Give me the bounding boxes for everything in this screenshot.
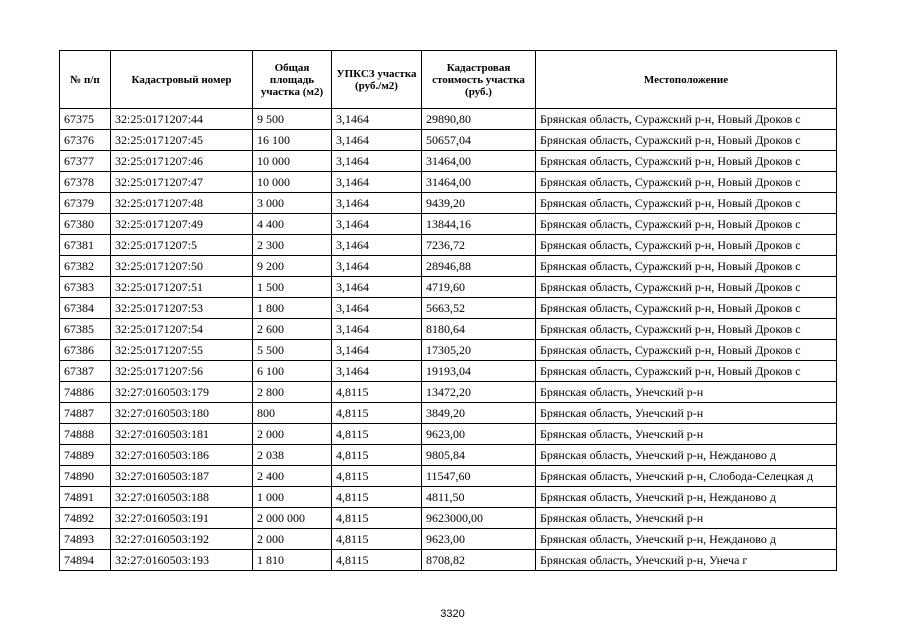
table-row (60, 172, 837, 193)
cell-row-number: 74894 (60, 550, 111, 571)
header-upksz: УПКСЗ участка (руб./м2) (332, 51, 422, 109)
header-cadastral-number: Кадастровый номер (111, 51, 253, 109)
cell-cadastral-number: 32:25:0171207:54 (111, 319, 253, 340)
table-row (60, 424, 837, 445)
cell-location: Брянская область, Унечский р-н, Слобода-Селецкая д (536, 466, 837, 487)
header-total-area: Общая площадь участка (м2) (253, 51, 332, 109)
cell-upksz: 3,1464 (332, 298, 422, 319)
cell-upksz: 4,8115 (332, 445, 422, 466)
cell-cadastral-value: 8708,82 (422, 550, 536, 571)
cell-location: Брянская область, Унечский р-н, Нежданово д (536, 487, 837, 508)
cell-location: Брянская область, Суражский р-н, Новый Дроков с (536, 319, 837, 340)
cell-row-number: 67379 (60, 193, 111, 214)
cell-cadastral-number: 32:25:0171207:55 (111, 340, 253, 361)
cell-row-number: 74892 (60, 508, 111, 529)
cell-row-number: 67385 (60, 319, 111, 340)
cell-row-number: 74889 (60, 445, 111, 466)
cell-upksz: 3,1464 (332, 340, 422, 361)
cell-cadastral-value: 17305,20 (422, 340, 536, 361)
cell-row-number: 74886 (60, 382, 111, 403)
land-cadastre-table-container (59, 50, 837, 571)
cell-cadastral-value: 13844,16 (422, 214, 536, 235)
cell-location: Брянская область, Суражский р-н, Новый Дроков с (536, 172, 837, 193)
land-cadastre-table (59, 50, 837, 571)
cell-area: 9 200 (253, 256, 332, 277)
cell-cadastral-value: 50657,04 (422, 130, 536, 151)
cell-location: Брянская область, Суражский р-н, Новый Дроков с (536, 361, 837, 382)
cell-area: 800 (253, 403, 332, 424)
cell-location: Брянская область, Суражский р-н, Новый Дроков с (536, 214, 837, 235)
cell-cadastral-number: 32:25:0171207:53 (111, 298, 253, 319)
cell-cadastral-number: 32:27:0160503:181 (111, 424, 253, 445)
table-row (60, 508, 837, 529)
cell-area: 10 000 (253, 172, 332, 193)
cell-row-number: 67375 (60, 109, 111, 130)
cell-upksz: 3,1464 (332, 319, 422, 340)
cell-upksz: 3,1464 (332, 256, 422, 277)
header-row-number: № п/п (60, 51, 111, 109)
header-cadastral-value: Кадастровая стоимость участка (руб.) (422, 51, 536, 109)
table-row (60, 445, 837, 466)
table-row (60, 256, 837, 277)
cell-area: 1 800 (253, 298, 332, 319)
cell-cadastral-number: 32:27:0160503:186 (111, 445, 253, 466)
cell-cadastral-number: 32:25:0171207:51 (111, 277, 253, 298)
cell-cadastral-number: 32:25:0171207:49 (111, 214, 253, 235)
cell-cadastral-number: 32:25:0171207:45 (111, 130, 253, 151)
cell-row-number: 67384 (60, 298, 111, 319)
cell-cadastral-number: 32:25:0171207:47 (111, 172, 253, 193)
cell-row-number: 74887 (60, 403, 111, 424)
table-row (60, 361, 837, 382)
cell-cadastral-value: 5663,52 (422, 298, 536, 319)
cell-row-number: 67387 (60, 361, 111, 382)
cell-location: Брянская область, Унечский р-н (536, 403, 837, 424)
cell-upksz: 4,8115 (332, 487, 422, 508)
cell-area: 2 000 (253, 424, 332, 445)
cell-row-number: 67383 (60, 277, 111, 298)
cell-location: Брянская область, Унечский р-н (536, 508, 837, 529)
header-row (60, 51, 837, 109)
table-row (60, 109, 837, 130)
cell-location: Брянская область, Суражский р-н, Новый Дроков с (536, 298, 837, 319)
cell-cadastral-number: 32:25:0171207:46 (111, 151, 253, 172)
cell-cadastral-value: 9623,00 (422, 424, 536, 445)
cell-upksz: 3,1464 (332, 361, 422, 382)
cell-area: 2 038 (253, 445, 332, 466)
cell-cadastral-number: 32:25:0171207:50 (111, 256, 253, 277)
cell-upksz: 3,1464 (332, 109, 422, 130)
cell-upksz: 3,1464 (332, 235, 422, 256)
table-row (60, 403, 837, 424)
cell-cadastral-value: 11547,60 (422, 466, 536, 487)
cell-upksz: 4,8115 (332, 382, 422, 403)
cell-cadastral-value: 9623,00 (422, 529, 536, 550)
table-row (60, 529, 837, 550)
cell-area: 1 000 (253, 487, 332, 508)
cell-cadastral-number: 32:27:0160503:187 (111, 466, 253, 487)
cell-upksz: 3,1464 (332, 130, 422, 151)
cell-area: 3 000 (253, 193, 332, 214)
cell-area: 2 800 (253, 382, 332, 403)
cell-location: Брянская область, Суражский р-н, Новый Дроков с (536, 256, 837, 277)
cell-row-number: 67377 (60, 151, 111, 172)
cell-location: Брянская область, Суражский р-н, Новый Дроков с (536, 340, 837, 361)
cell-area: 2 600 (253, 319, 332, 340)
cell-row-number: 67376 (60, 130, 111, 151)
table-row (60, 235, 837, 256)
cell-row-number: 67381 (60, 235, 111, 256)
cell-area: 6 100 (253, 361, 332, 382)
cell-cadastral-number: 32:25:0171207:48 (111, 193, 253, 214)
cell-cadastral-value: 3849,20 (422, 403, 536, 424)
cell-cadastral-value: 13472,20 (422, 382, 536, 403)
table-row (60, 277, 837, 298)
cell-location: Брянская область, Унечский р-н (536, 382, 837, 403)
cell-location: Брянская область, Суражский р-н, Новый Дроков с (536, 130, 837, 151)
cell-area: 2 000 000 (253, 508, 332, 529)
table-body (60, 109, 837, 571)
table-row (60, 151, 837, 172)
cell-row-number: 67386 (60, 340, 111, 361)
cell-cadastral-value: 29890,80 (422, 109, 536, 130)
cell-row-number: 67380 (60, 214, 111, 235)
cell-cadastral-number: 32:27:0160503:179 (111, 382, 253, 403)
cell-area: 4 400 (253, 214, 332, 235)
table-row (60, 298, 837, 319)
cell-cadastral-number: 32:25:0171207:44 (111, 109, 253, 130)
table-row (60, 550, 837, 571)
cell-location: Брянская область, Унечский р-н (536, 424, 837, 445)
table-row (60, 382, 837, 403)
table-row (60, 193, 837, 214)
cell-row-number: 67378 (60, 172, 111, 193)
cell-area: 9 500 (253, 109, 332, 130)
cell-location: Брянская область, Суражский р-н, Новый Дроков с (536, 151, 837, 172)
cell-area: 1 810 (253, 550, 332, 571)
cell-location: Брянская область, Унечский р-н, Унеча г (536, 550, 837, 571)
cell-cadastral-number: 32:27:0160503:180 (111, 403, 253, 424)
cell-cadastral-number: 32:27:0160503:188 (111, 487, 253, 508)
table-row (60, 340, 837, 361)
cell-cadastral-number: 32:27:0160503:191 (111, 508, 253, 529)
cell-area: 1 500 (253, 277, 332, 298)
cell-cadastral-value: 4719,60 (422, 277, 536, 298)
table-row (60, 130, 837, 151)
cell-row-number: 74890 (60, 466, 111, 487)
table-row (60, 487, 837, 508)
cell-location: Брянская область, Суражский р-н, Новый Дроков с (536, 193, 837, 214)
cell-row-number: 74888 (60, 424, 111, 445)
cell-cadastral-value: 19193,04 (422, 361, 536, 382)
cell-area: 2 000 (253, 529, 332, 550)
cell-upksz: 4,8115 (332, 550, 422, 571)
cell-upksz: 4,8115 (332, 403, 422, 424)
cell-cadastral-value: 9439,20 (422, 193, 536, 214)
cell-location: Брянская область, Суражский р-н, Новый Дроков с (536, 277, 837, 298)
header-location: Местоположение (536, 51, 837, 109)
cell-cadastral-value: 9805,84 (422, 445, 536, 466)
cell-location: Брянская область, Унечский р-н, Нежданово д (536, 445, 837, 466)
cell-location: Брянская область, Суражский р-н, Новый Дроков с (536, 235, 837, 256)
cell-cadastral-number: 32:27:0160503:193 (111, 550, 253, 571)
cell-upksz: 4,8115 (332, 424, 422, 445)
cell-cadastral-value: 31464,00 (422, 172, 536, 193)
cell-upksz: 3,1464 (332, 193, 422, 214)
cell-upksz: 4,8115 (332, 508, 422, 529)
cell-cadastral-value: 8180,64 (422, 319, 536, 340)
table-row (60, 319, 837, 340)
cell-upksz: 3,1464 (332, 214, 422, 235)
cell-location: Брянская область, Унечский р-н, Нежданово д (536, 529, 837, 550)
cell-area: 2 300 (253, 235, 332, 256)
table-row (60, 214, 837, 235)
cell-upksz: 3,1464 (332, 151, 422, 172)
cell-cadastral-value: 7236,72 (422, 235, 536, 256)
cell-row-number: 67382 (60, 256, 111, 277)
cell-cadastral-number: 32:27:0160503:192 (111, 529, 253, 550)
cell-area: 16 100 (253, 130, 332, 151)
cell-upksz: 4,8115 (332, 529, 422, 550)
table-header (60, 51, 837, 109)
table-row (60, 466, 837, 487)
cell-area: 10 000 (253, 151, 332, 172)
cell-cadastral-value: 4811,50 (422, 487, 536, 508)
cell-area: 2 400 (253, 466, 332, 487)
cell-upksz: 3,1464 (332, 172, 422, 193)
page-number: 3320 (440, 608, 465, 620)
cell-row-number: 74891 (60, 487, 111, 508)
cell-cadastral-value: 31464,00 (422, 151, 536, 172)
cell-row-number: 74893 (60, 529, 111, 550)
cell-cadastral-value: 28946,88 (422, 256, 536, 277)
cell-area: 5 500 (253, 340, 332, 361)
cell-cadastral-value: 9623000,00 (422, 508, 536, 529)
cell-location: Брянская область, Суражский р-н, Новый Дроков с (536, 109, 837, 130)
cell-upksz: 3,1464 (332, 277, 422, 298)
cell-cadastral-number: 32:25:0171207:56 (111, 361, 253, 382)
cell-upksz: 4,8115 (332, 466, 422, 487)
cell-cadastral-number: 32:25:0171207:5 (111, 235, 253, 256)
